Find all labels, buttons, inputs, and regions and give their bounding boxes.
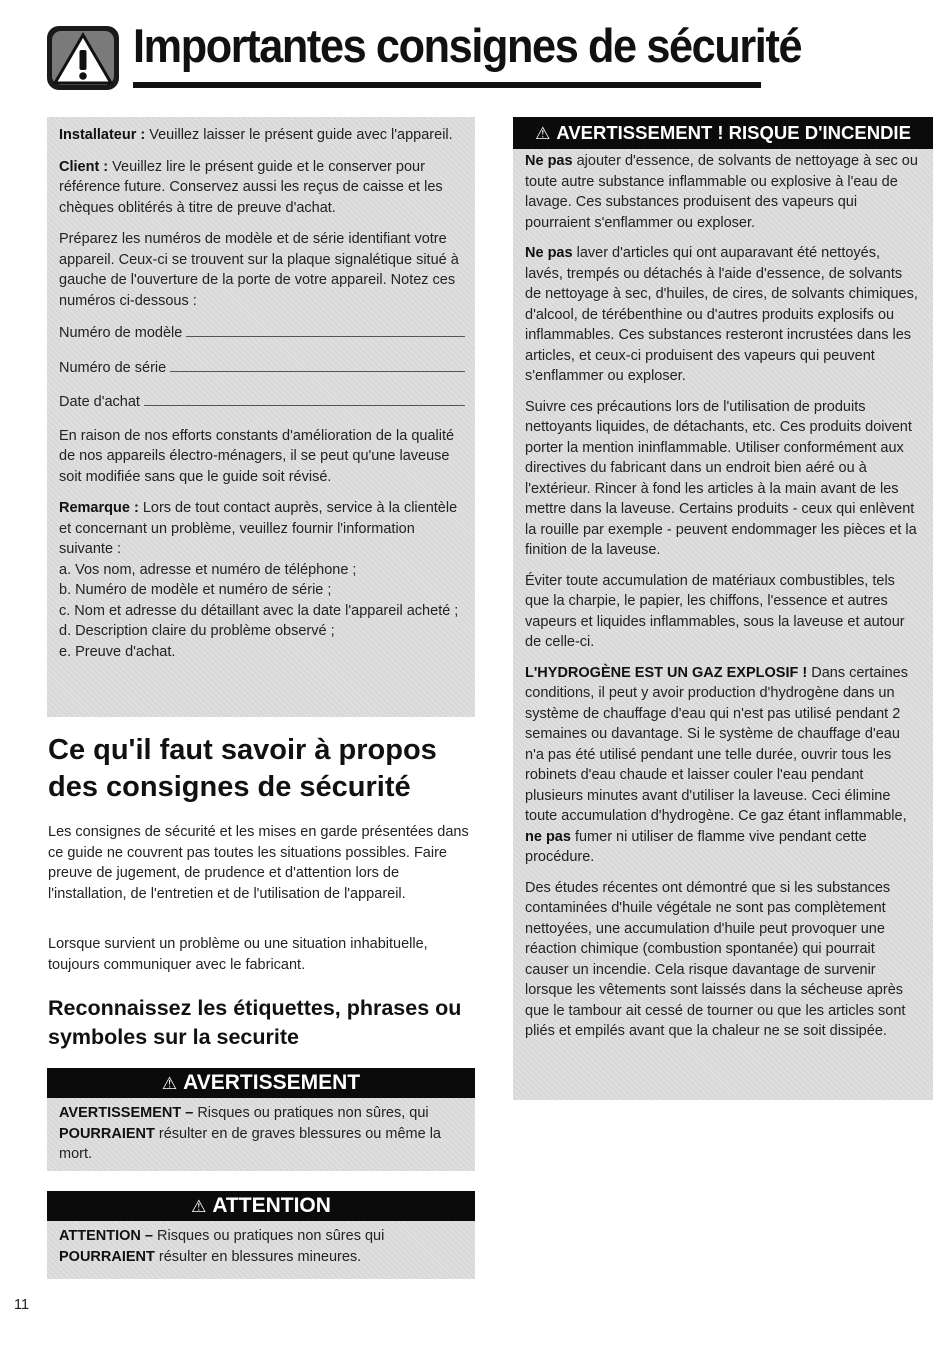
serial-number-label: Numéro de série — [59, 359, 167, 376]
serial-number-field — [59, 357, 465, 379]
client-note — [59, 157, 465, 219]
warning-triangle-icon: ⚠ — [161, 1074, 178, 1093]
title-underline — [133, 82, 761, 88]
labels-section-heading: Reconnaissez les étiquettes, phrases ou symboles sur la securite — [48, 996, 462, 1049]
serial-number-line — [170, 357, 465, 372]
fire-warning-banner-label: AVERTISSEMENT ! RISQUE D'INCENDIE — [556, 122, 911, 143]
warning-triangle-icon — [47, 26, 119, 90]
caution-body — [47, 1221, 475, 1279]
fire-paragraph-5 — [525, 663, 921, 868]
model-number-label: Numéro de modèle — [59, 325, 183, 341]
list-item: d. Description claire du problème observé ; — [59, 623, 335, 639]
purchase-date-label: Date d'achat — [59, 394, 140, 410]
purchase-date-line — [144, 391, 465, 406]
fire-p5-lead: L'HYDROGÈNE EST UN GAZ EXPLOSIF ! — [525, 664, 808, 681]
fire-p5-text: Dans certaines conditions, il peut y avoir production d'hydrogène dans un système de chauffage d'eau qui n'est pas utilisé pendant 2 semaines ou davantage. Si le système de chauffage d'eau n'a pas été utilisé pendant une telle durée, ouvrir tous les robinets d'eau chaude et laisser couler l'eau pendant plusieurs minutes avant d'utiliser la laveuse. Ceci élimine toute accumulation d'hydrogène. Ce gaz étant inflammable, — [525, 664, 908, 824]
fire-paragraph-3: Suivre ces précautions lors de l'utilisation de produits nettoyants liquides, de détachants, etc. Ces produits doivent porter la mention ininflammable. Utiliser conformément aux directives du fabricant dans un endroit bien aéré ou à l'extérieur. Rincer à fond les articles à la main avant de les mettre dans la laveuse. Certains produits - ceux qui enlèvent la rouille par exemple - peuvent endommager les pièces et la finition de la laveuse. — [525, 398, 917, 558]
safety-section-heading: Ce qu'il faut savoir à propos des consignes de sécurité — [48, 734, 437, 803]
fire-warning-box — [513, 117, 933, 1100]
caution-banner-label: ATTENTION — [212, 1194, 331, 1217]
page-number: 11 — [14, 1297, 30, 1313]
fire-p1-lead: Ne pas — [525, 153, 573, 169]
installer-text: Veuillez laisser le présent guide avec l'appareil. — [149, 127, 453, 143]
warning-text-1: Risques ou pratiques non sûres, qui — [197, 1105, 429, 1121]
safety-paragraph-2: Lorsque survient un problème ou une situation inhabituelle, toujours communiquer avec le fabricant. — [48, 936, 428, 973]
warning-triangle-icon: ⚠ — [191, 1197, 207, 1216]
remark-list — [59, 560, 465, 663]
remark-label: Remarque : — [59, 500, 139, 516]
page-title: Importantes consignes de sécurité — [133, 19, 802, 72]
page-header — [47, 14, 802, 90]
fire-warning-body — [513, 149, 933, 1042]
customer-info-box — [47, 117, 475, 717]
fire-p2-text: laver d'articles qui ont auparavant été nettoyés, lavés, trempés ou détachés à l'aide d'essence, de solvants de nettoyage à sec, d'huiles, de cires, de solvants chimiques, d'alcool, de térébenthine ou d'autres produits explosifs ou inflammables. Ces substances resteront incrustées dans les articles, et ceux-ci produisent des vapeurs qui peuvent s'enflammer ou exploser. — [525, 245, 918, 384]
caution-banner — [47, 1191, 475, 1221]
caution-text-2: résulter en blessures mineures. — [158, 1248, 362, 1265]
warning-banner-label: AVERTISSEMENT — [183, 1071, 361, 1094]
warning-text-2: résulter en de graves blessures ou même la mort. — [59, 1125, 441, 1162]
safety-paragraph-1: Les consignes de sécurité et les mises en garde présentées dans ce guide ne couvrent pas toutes les situations possibles. Faire preuve de jugement, de prudence et d'attention lors de l'installation, de l'entretien et de l'utilisation de l'appareil. — [48, 824, 469, 902]
list-item: b. Numéro de modèle et numéro de série ; — [59, 582, 332, 598]
prepare-paragraph: Préparez les numéros de modèle et de série identifiant votre appareil. Ceux-ci se trouvent sur la plaque signalétique situé à gauche de l'ouverture de la porte de votre appareil. Notez ces numéros ci-dessous : — [59, 231, 459, 309]
list-item: c. Nom et adresse du détaillant avec la date l'appareil acheté ; — [59, 602, 459, 619]
warning-box — [47, 1068, 475, 1171]
fire-paragraph-2 — [525, 243, 921, 387]
installer-label: Installateur : — [59, 127, 146, 143]
warning-triangle-icon: ⚠ — [535, 124, 551, 143]
list-item: a. Vos nom, adresse et numéro de téléphone ; — [59, 561, 357, 578]
remark-text: Lors de tout contact auprès, service à la clientèle et concernant un problème, veuillez fournir l'information suivante : — [59, 500, 458, 557]
fire-paragraph-1 — [525, 151, 921, 233]
model-number-field — [59, 322, 465, 344]
fire-p5-emphasis: ne pas — [525, 828, 571, 845]
caution-text-1: Risques ou pratiques non sûres qui — [157, 1228, 385, 1244]
client-text: Veuillez lire le présent guide et le conserver pour référence future. Conservez aussi les reçus de caisse et les chèques oblitérés à titre de preuve d'achat. — [59, 158, 443, 216]
list-item: e. Preuve d'achat. — [59, 643, 176, 660]
client-label: Client : — [59, 158, 109, 175]
purchase-date-field — [59, 391, 465, 413]
warning-body — [47, 1098, 475, 1171]
improvement-paragraph: En raison de nos efforts constants d'amélioration de la qualité de nos appareils électro-ménagers, il se peut qu'une laveuse soit modifiée sans que le guide soit révisé. — [59, 427, 455, 485]
warning-lead: AVERTISSEMENT – — [59, 1105, 194, 1121]
remark-note — [59, 498, 465, 560]
fire-paragraph-4: Éviter toute accumulation de matériaux combustibles, tels que la charpie, le papier, les chiffons, l'essence et autres vapeurs et liquides inflammables, sous la laveuse et autour de celle-ci. — [525, 572, 905, 650]
warning-banner — [47, 1068, 475, 1098]
fire-p5-tail: fumer ni utiliser de flamme vive pendant cette procédure. — [525, 828, 867, 865]
installer-note — [59, 125, 465, 146]
caution-lead: ATTENTION – — [59, 1228, 153, 1244]
fire-paragraph-6: Des études récentes ont démontré que si les substances contaminées d'huile végétale ne sont pas complètement nettoyées, une accumulation d'huile peut provoquer une réaction chimique (combustion spontanée) qui pourrait causer un incendie. Cela risque davantage de survenir lorsque les vêtements sont laissés dans la sécheuse après que le tambour ait cessé de tourner ou que les articles sont pliés et empilés avant que la chaleur ne se soit dissipée. — [525, 879, 906, 1039]
caution-box — [47, 1191, 475, 1279]
model-number-line — [186, 322, 465, 337]
fire-p2-lead: Ne pas — [525, 245, 573, 261]
caution-emphasis: POURRAIENT — [59, 1248, 155, 1265]
fire-warning-banner — [513, 117, 933, 149]
warning-emphasis: POURRAIENT — [59, 1125, 155, 1142]
fire-p1-text: ajouter d'essence, de solvants de nettoyage à sec ou toute autre substance inflammable ou explosive à l'eau de lavage. Ces substances produisent des vapeurs qui pourraient s'enflammer ou exploser. — [525, 153, 918, 231]
